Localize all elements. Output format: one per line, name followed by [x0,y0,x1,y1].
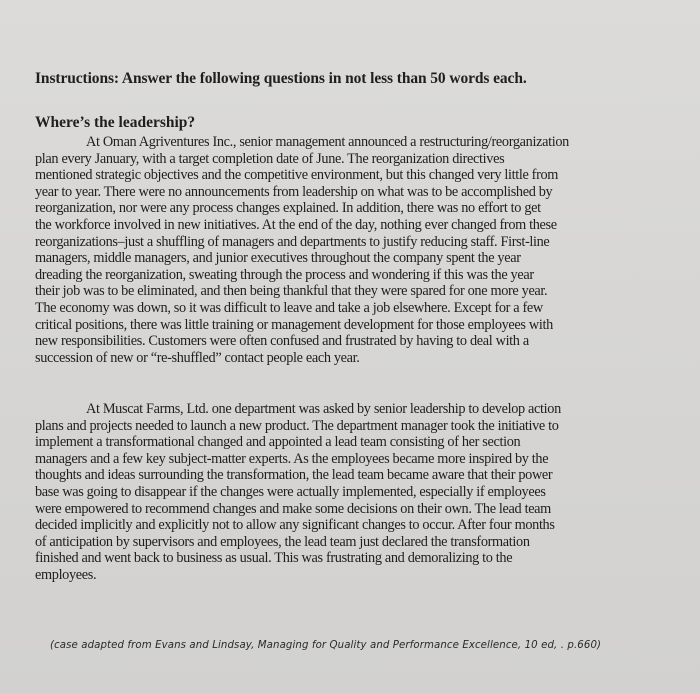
paragraph-line: reorganization, nor were any process changes explained. In addition, there was no effort to get [35,200,541,217]
paragraph-line: decided implicitly and explicitly not to allow any significant changes to occur. After four months [35,517,555,534]
paragraph-line: At Muscat Farms, Ltd. one department was asked by senior leadership to develop action [86,401,561,417]
paragraph-line: plan every January, with a target completion date of June. The reorganization directives [35,150,505,167]
case-paragraph-muscat [35,401,675,584]
source-citation: (case adapted from Evans and Lindsay, Managing for Quality and Performance Excellence, 10 ed, . p.660) [50,640,602,651]
paragraph-line: year to year. There were no announcements from leadership on what was to be accomplished by [35,183,553,200]
paragraph-line: were empowered to recommend changes and make some decisions on their own. The lead team [35,500,551,517]
instructions-heading: Instructions: Answer the following questions in not less than 50 words each. [35,70,527,87]
paragraph-line: dreading the reorganization, sweating through the process and wondering if this was the year [35,266,534,283]
paragraph-line: of anticipation by supervisors and employees, the lead team just declared the transformation [35,533,530,550]
paragraph-line: At Oman Agriventures Inc., senior management announced a restructuring/reorganization [86,134,569,150]
paragraph-line: their job was to be eliminated, and then being thankful that they were spared for one more year. [35,283,548,300]
paragraph-line: critical positions, there was little training or management development for those employees with [35,316,553,333]
paragraph-line: mentioned strategic objectives and the competitive environment, but this changed very little from [35,167,559,184]
paragraph-line: reorganizations–just a shuffling of managers and departments to justify reducing staff. First-line [35,233,550,250]
paragraph-line: managers and a few key subject-matter experts. As the employees became more inspired by the [35,450,549,467]
paragraph-line: succession of new or “re-shuffled” contact people each year. [35,349,360,366]
paragraph-line: thoughts and ideas surrounding the transformation, the lead team became aware that their power [35,467,553,484]
case-paragraph-oman [35,134,675,366]
paragraph-line: employees. [35,566,97,583]
paragraph-line: implement a transformational changed and appointed a lead team consisting of her section [35,434,521,451]
question-title: Where’s the leadership? [35,114,196,131]
paragraph-line: the workforce involved in new initiatives. At the end of the day, nothing ever changed from these [35,216,557,233]
paragraph-line: base was going to disappear if the changes were actually implemented, especially if employees [35,483,546,500]
paragraph-line: plans and projects needed to launch a new product. The department manager took the initiative to [35,417,559,434]
paragraph-line: new responsibilities. Customers were often confused and frustrated by having to deal with a [35,333,529,350]
paragraph-line: The economy was down, so it was difficult to leave and take a job elsewhere. Except for a few [35,299,543,316]
paragraph-line: finished and went back to business as usual. This was frustrating and demoralizing to the [35,550,513,567]
paragraph-line: managers, middle managers, and junior executives throughout the company spent the year [35,250,521,267]
